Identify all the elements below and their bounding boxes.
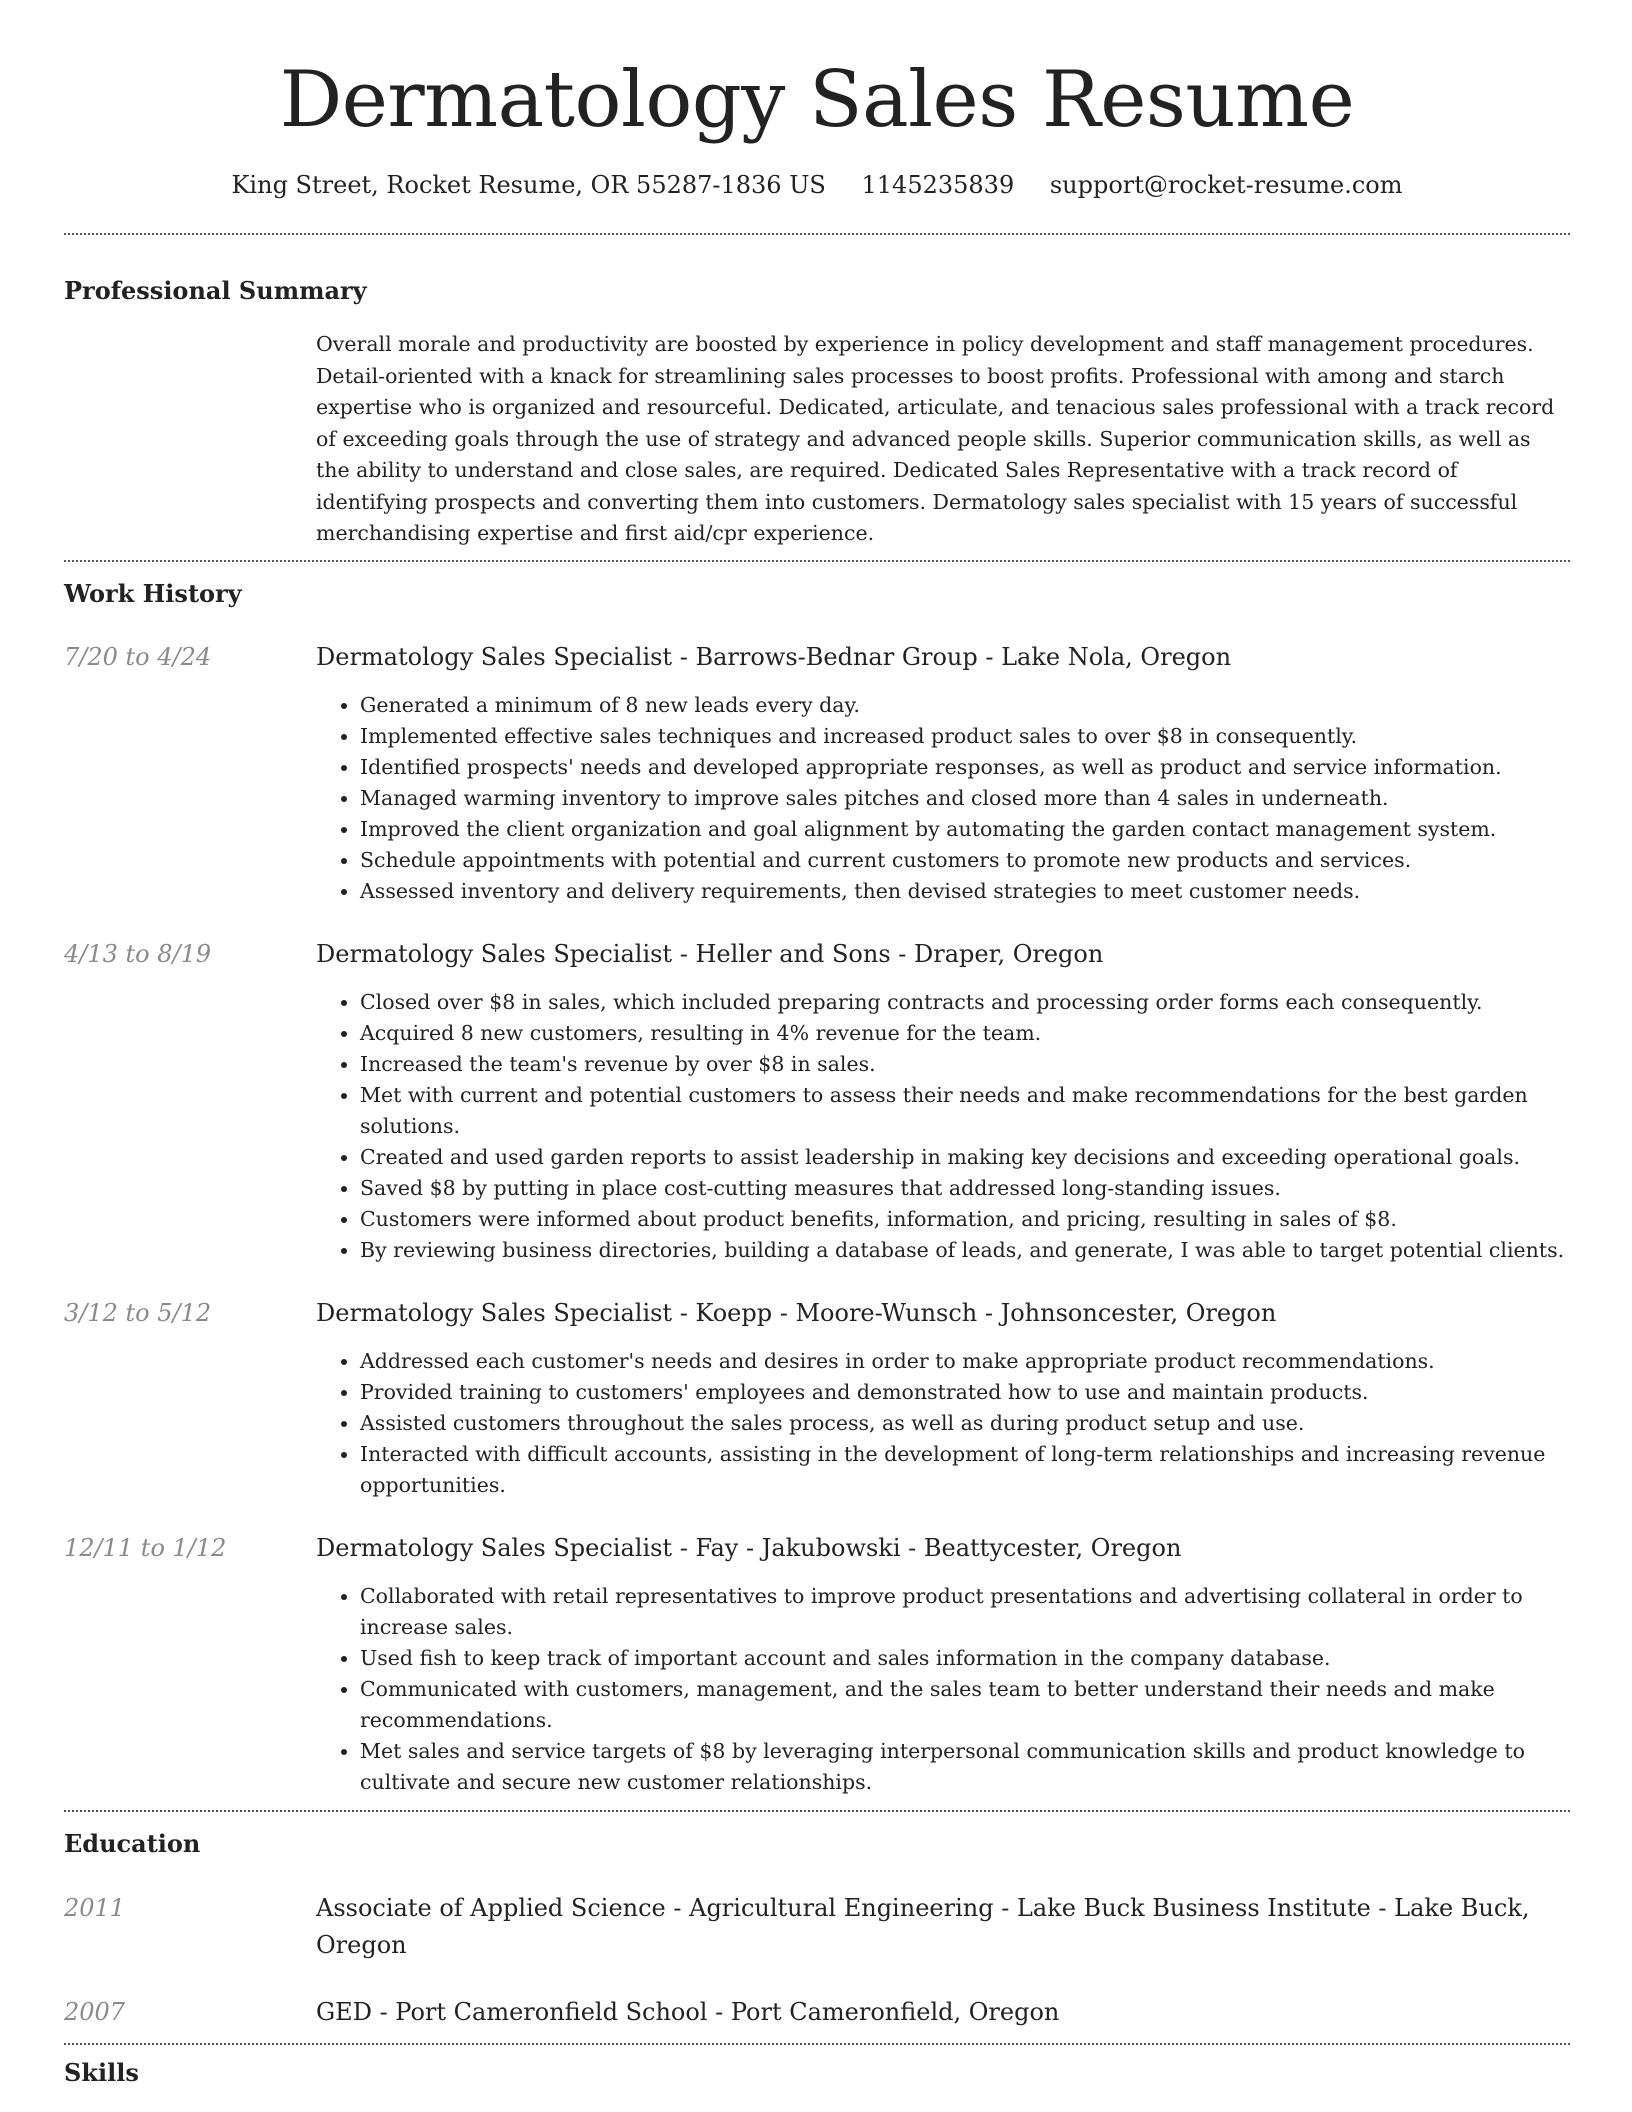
job-heading: Dermatology Sales Specialist - Fay - Jakubowski - Beattycester, Oregon [316, 1533, 1182, 1562]
job-bullet: • Implemented effective sales techniques and increased product sales to over $8 in consequently. [360, 721, 1570, 752]
job-date: 7/20 to 4/24 [64, 642, 212, 671]
job-bullet: • Created and used garden reports to assist leadership in making key decisions and exceeding operational goals. [360, 1142, 1570, 1173]
job-bullet: • Customers were informed about product benefits, information, and pricing, resulting in sales of $8. [360, 1204, 1570, 1235]
summary-section-title: Professional Summary [64, 276, 367, 305]
job-body [316, 1531, 1570, 1798]
education-date: 2011 [64, 1893, 126, 1922]
job-bullet-list [316, 690, 1570, 907]
job-bullet: • Increased the team's revenue by over $8 in sales. [360, 1049, 1570, 1080]
job-bullet-list [316, 987, 1570, 1266]
work-history-list [64, 640, 1570, 1798]
job-bullet-list [316, 1346, 1570, 1501]
job-body [316, 1296, 1570, 1501]
summary-text: Overall morale and productivity are boosted by experience in policy development and staff management procedures. Detail-oriented with a knack for streamlining sales processes to boost profits. Professional with among and starch expertise who is organized and resourceful. Dedicated, articulate, and tenacious sales professional with a track record of exceeding goals through the use of strategy and advanced people skills. Superior communication skills, as well as the ability to understand and close sales, are required. Dedicated Sales Representative with a track record of identifying prospects and converting them into customers. Dermatology sales specialist with 15 years of successful merchandising expertise and first aid/cpr experience. [316, 332, 1555, 545]
contact-email: support@rocket-resume.com [1049, 171, 1403, 199]
job-bullet: • Interacted with difficult accounts, assisting in the development of long-term relationships and increasing revenue opportunities. [360, 1439, 1570, 1501]
job-bullet: • Closed over $8 in sales, which included preparing contracts and processing order forms each consequently. [360, 987, 1570, 1018]
job-bullet: • Identified prospects' needs and developed appropriate responses, as well as product and service information. [360, 752, 1570, 783]
divider [64, 233, 1570, 235]
job-bullet: • Provided training to customers' employees and demonstrated how to use and maintain products. [360, 1377, 1570, 1408]
job-date: 12/11 to 1/12 [64, 1533, 227, 1562]
job-entry [64, 1296, 1570, 1501]
job-bullet: • Met with current and potential customers to assess their needs and make recommendations for the best garden solutions. [360, 1080, 1570, 1142]
page-title: Dermatology Sales Resume [279, 55, 1355, 145]
education-detail: Associate of Applied Science - Agricultural Engineering - Lake Buck Business Institute - Lake Buck, Oregon [316, 1893, 1530, 1959]
job-bullet-list [316, 1581, 1570, 1798]
job-entry [64, 640, 1570, 907]
job-bullet: • By reviewing business directories, building a database of leads, and generate, I was able to target potential clients. [360, 1235, 1570, 1266]
job-bullet: • Acquired 8 new customers, resulting in 4% revenue for the team. [360, 1018, 1570, 1049]
resume-page [64, 0, 1570, 2089]
education-date: 2007 [64, 1997, 126, 2026]
job-bullet: • Assessed inventory and delivery requirements, then devised strategies to meet customer needs. [360, 876, 1570, 907]
job-bullet: • Assisted customers throughout the sales process, as well as during product setup and use. [360, 1408, 1570, 1439]
job-date: 3/12 to 5/12 [64, 1298, 212, 1327]
job-bullet: • Schedule appointments with potential and current customers to promote new products and services. [360, 845, 1570, 876]
education-entry [64, 1890, 1570, 1964]
job-body [316, 640, 1570, 907]
job-heading: Dermatology Sales Specialist - Heller and Sons - Draper, Oregon [316, 939, 1104, 968]
job-bullet: • Saved $8 by putting in place cost-cutting measures that addressed long-standing issues. [360, 1173, 1570, 1204]
job-bullet: • Collaborated with retail representatives to improve product presentations and advertising collateral in order to increase sales. [360, 1581, 1570, 1643]
contact-line [64, 168, 1570, 202]
divider [64, 2043, 1570, 2045]
job-entry [64, 937, 1570, 1266]
job-bullet: • Generated a minimum of 8 new leads every day. [360, 690, 1570, 721]
job-bullet: • Met sales and service targets of $8 by leveraging interpersonal communication skills and product knowledge to cultivate and secure new customer relationships. [360, 1736, 1570, 1798]
job-body [316, 937, 1570, 1266]
job-heading: Dermatology Sales Specialist - Koepp - Moore-Wunsch - Johnsoncester, Oregon [316, 1298, 1277, 1327]
job-bullet: • Managed warming inventory to improve sales pitches and closed more than 4 sales in underneath. [360, 783, 1570, 814]
job-bullet: • Used fish to keep track of important account and sales information in the company database. [360, 1643, 1570, 1674]
work-history-section-title: Work History [64, 578, 242, 608]
job-heading: Dermatology Sales Specialist - Barrows-Bednar Group - Lake Nola, Oregon [316, 642, 1232, 671]
job-bullet: • Addressed each customer's needs and desires in order to make appropriate product recommendations. [360, 1346, 1570, 1377]
job-bullet: • Communicated with customers, management, and the sales team to better understand their needs and make recommendations. [360, 1674, 1570, 1736]
job-entry [64, 1531, 1570, 1798]
job-bullet: • Improved the client organization and goal alignment by automating the garden contact management system. [360, 814, 1570, 845]
education-entry [64, 1994, 1570, 2031]
education-section-title: Education [64, 1828, 201, 1858]
divider [64, 1810, 1570, 1812]
divider [64, 560, 1570, 562]
skills-section-title: Skills [64, 2057, 139, 2087]
job-date: 4/13 to 8/19 [64, 939, 212, 968]
contact-phone: 1145235839 [861, 171, 1015, 199]
education-detail: GED - Port Cameronfield School - Port Cameronfield, Oregon [316, 1997, 1060, 2026]
education-list [64, 1890, 1570, 2031]
contact-address: King Street, Rocket Resume, OR 55287-1836 US [231, 171, 826, 199]
